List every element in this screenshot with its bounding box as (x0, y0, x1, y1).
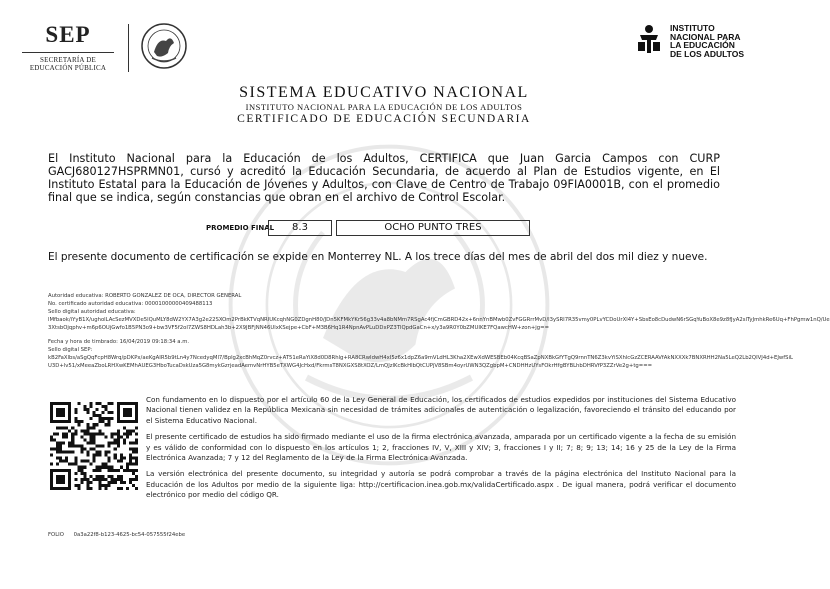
inea-line-1: INSTITUTO (670, 23, 715, 33)
seal-value-line-2: 3XtsbOjqphv+m6p6OUjGwfo1B5PN3o9+bw3VF5f2oI7ZWS8HDLah3b+2X9JBFjNN46UlxKSejpe+CbF+M3B6Hq1R4NpnAvPLuDDxPZ3TlQpdGaCn+x/y3a9R0Y0bZMUIKE7FQawcHW+zon+jg== (48, 325, 550, 331)
certificate-title: CERTIFICADO DE EDUCACIÓN SECUNDARIA (237, 113, 531, 125)
timbre-line: Fecha y hora de timbrado: 16/04/2019 09:18:34 a.m. (48, 339, 190, 345)
cert-number-line: No. certificado autoridad educativa: 00001000000409488113 (48, 301, 213, 307)
sep-logo (22, 22, 114, 72)
inea-logo-icon (638, 24, 660, 54)
average-number-box: 8.3 (268, 220, 332, 236)
seal-value-line-1: lMfbaok/iYyB1X/ugholLAcSezMVXDe5lQuMLY8dW2YX7A3g2e22SXOm2PrBkKTVqNRIUKcqhNG0ZDgnH80/JDn5KFMkYKr56g33v4a8bNMm7RSgAc4fjCmGBRD42x+6nnYnBMwb0ZvFGGRrrMvD/l3ySRI7R35vmy0PLvYCDoUrXl4Y+SbsEo8cDudwN6rSGqYuBoX8e9z8fJyA2slTyJmhkRe6Uq+FhPgmw1nQ/Ue (48, 317, 830, 323)
digital-signature-block (48, 293, 830, 371)
average-label: PROMEDIO FINAL (206, 224, 275, 232)
folio-label: FOLIO (48, 532, 64, 538)
folio-line (48, 532, 193, 538)
expedition-statement: El presente documento de certificación se expide en Monterrey NL. A los trece días del mes de abril del dos mil diez y nueve. (48, 251, 708, 263)
document-title: SISTEMA EDUCATIVO NACIONAL (239, 84, 529, 101)
sep-subtitle-2: EDUCACIÓN PÚBLICA (29, 64, 107, 72)
inea-line-4: DE LOS ADULTOS (670, 48, 744, 59)
inea-line-3: LA EDUCACIÓN (670, 40, 735, 50)
average-words-box: OCHO PUNTO TRES (336, 220, 530, 236)
authority-line: Autoridad educativa: ROBERTO GONZALEZ DE OCA, DIRECTOR GENERAL (48, 293, 242, 299)
certification-paragraph: El Instituto Nacional para la Educación de los Adultos, CERTIFICA que Juan Garcia Campos con CURP GACJ680127HSPRMN01, cursó y acreditó la Educación Secundaria, de acuerdo al Plan de Estudios vigente, en El Instituto Estatal para la Educación de Jóvenes y Adultos, con Clave de Centro de Trabajo 09FIA0001B, con el promedio final que se indica, según constancias que obran en el archivo de Control Escolar. (48, 152, 720, 204)
sep-subtitle-1: SECRETARÍA DE (22, 52, 114, 64)
institute-name: INSTITUTO NACIONAL PARA LA EDUCACIÓN DE LOS ADULTOS (245, 102, 523, 112)
legal-paragraph-3: La versión electrónica del presente documento, su integridad y autoría se podrá comprobar a través de la página electrónica del Instituto Nacional para la Educación de los Adultos por medio de la siguiente liga: http://certificacion.inea.gob.mx/validaCertificado.aspx . De igual manera, podrá verificar el documento electrónico por medio del código QR. (146, 469, 736, 500)
sep-wordmark: SEP (45, 22, 91, 47)
mexican-seal-icon (140, 20, 188, 72)
legal-notes (146, 395, 736, 507)
header-divider (128, 24, 129, 72)
sep-seal-value-line-2: U3D+lv51/xMeeaZboLRHXwKEMhAUEG3HboTucaDskUza5G8mykGzrjeadAemvNrHYB5eTXWG4JcHxd/FkrmsT8NXGXS8tXOZ/LmQJzlKcBkHlbQtCUPjV8SBm4oyrUWN3QZgbpM+CNDHHzUYsFOkrHfgBYBLhbDHRVfP3ZZrVe2g+tg=== (48, 363, 653, 369)
legal-paragraph-1: Con fundamento en lo dispuesto por el artículo 60 de la Ley General de Educación, los certificados de estudios expedidos por instituciones del Sistema Educativo Nacional tienen validez en la República Mexicana sin necesidad de trámites adicionales de autenticación o legalización, favoreciendo el tránsito del educando por el Sistema Educativo Nacional. (146, 395, 736, 425)
folio-value: 0a3a22f8-b123-4625-bc54-057555f24ebe (73, 532, 186, 538)
legal-paragraph-2: El presente certificado de estudios ha sido firmado mediante el uso de la firma electrónica avanzada, amparada por un certificado vigente a la fecha de su emisión y es válido de conformidad con lo dispuesto en los artículos 1; 2, fracciones IV, V, XIII y XIV; 3, fracciones I y II; 7; 8; 9; 13; 14; 16 y 25 de la Ley de la Firma Electrónica Avanzada; 7 y 12 del Reglamento de la Ley de la Firma Electrónica Avanzada. (146, 432, 736, 463)
inea-wordmark (670, 24, 744, 58)
seal-label: Sello digital autoridad educativa: (48, 309, 136, 315)
inea-line-2: NACIONAL PARA (670, 31, 741, 42)
sep-seal-label: Sello digital SEP: (48, 347, 93, 353)
sep-seal-value-line-1: kB2FaXlbs/aSgQqFcpH8Wrq/pDKPx/aeKgAIR5b9tLn4y7NcedyqMl7/Bplg2xcBhMqZ0rvcz+AT51eRaYiX8d0D8Rhlg+RA8CRwIdwH4xI5z6x1dpZ6a9mVLdHL3Kha2XEwXdWESBEb04KcqBSaZpNXBkGfYTgQ9rnnTN6Z3kvYiSXhlcGzZCERAAVfAkNXXXk7BNXRHH2Na5LeQ2Lb2QIVJ4d+EJwfSiL (48, 355, 793, 361)
qr-code[interactable] (50, 402, 138, 490)
